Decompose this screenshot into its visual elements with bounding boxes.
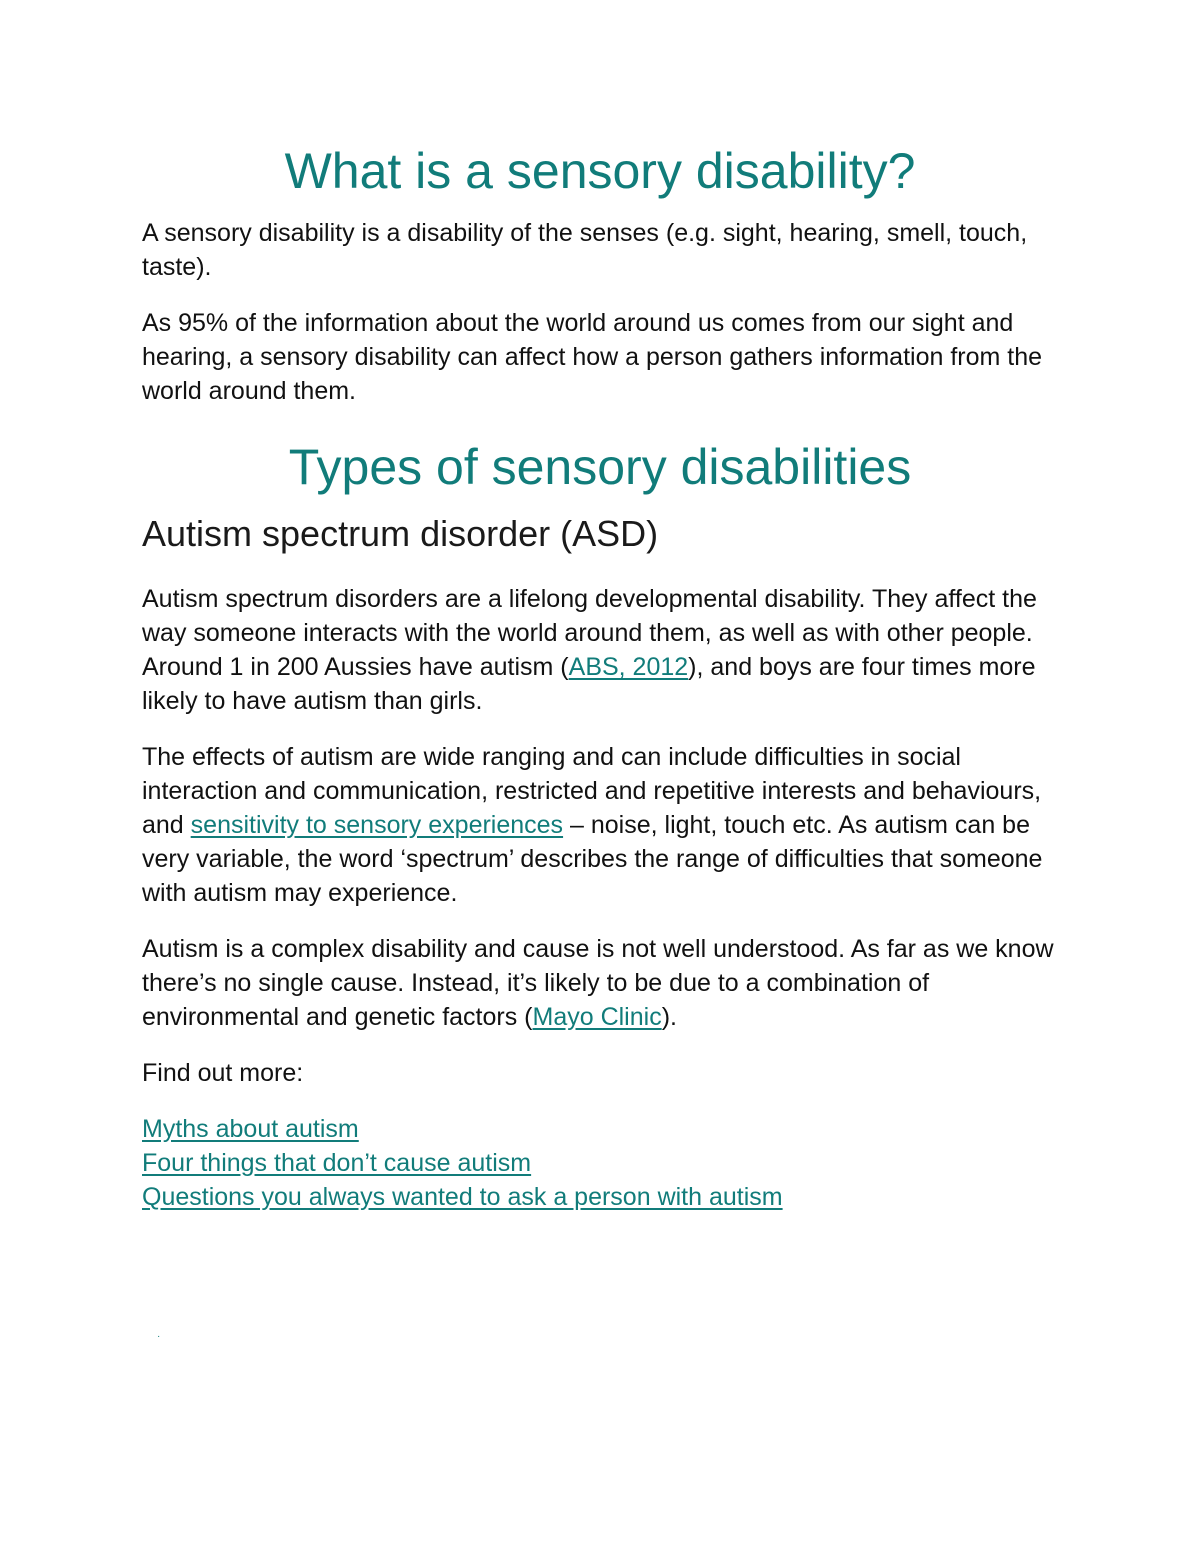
paragraph-autism-overview	[142, 582, 1062, 718]
paragraph-text: Autism spectrum disorders are a lifelong developmental disability. They affect the way someone interacts with the world around them, as well as with other people. Around 1 in 200 Aussies have autism (	[142, 585, 1037, 681]
paragraph-definition: A sensory disability is a disability of the senses (e.g. sight, hearing, smell, touch, taste).	[142, 219, 1028, 281]
paragraph-text: – noise, light, touch etc. As autism can be very variable, the word ‘spectrum’ describes the range of difficulties that someone with autism may experience.	[142, 811, 1043, 907]
four-things-link[interactable]: Four things that don’t cause autism	[142, 1149, 532, 1177]
paragraph-text: The effects of autism are wide ranging and can include difficulties in social interaction and communication, restricted and repetitive interests and behaviours, and	[142, 743, 1042, 839]
paragraph-text: ), and boys are four times more likely to have autism than girls.	[142, 653, 1036, 715]
paragraph-autism-effects	[142, 740, 1062, 910]
sensitivity-link[interactable]: sensitivity to sensory experiences	[190, 811, 564, 839]
paragraph-autism-cause	[142, 932, 1062, 1034]
abs-2012-link[interactable]: ABS, 2012	[568, 653, 689, 681]
find-out-more-links	[142, 1112, 1062, 1214]
stray-mark: ·	[157, 1331, 161, 1342]
paragraph-information: As 95% of the information about the world around us comes from our sight and hearing, a sensory disability can affect how a person gathers information from the world around them.	[142, 309, 1043, 405]
heading-types: Types of sensory disabilities	[288, 439, 912, 495]
questions-link[interactable]: Questions you always wanted to ask a person with autism	[142, 1183, 783, 1211]
find-out-more-label: Find out more:	[142, 1059, 304, 1087]
myths-about-autism-link[interactable]: Myths about autism	[142, 1115, 359, 1143]
document-page	[142, 140, 1062, 1214]
mayo-clinic-link[interactable]: Mayo Clinic	[532, 1003, 662, 1031]
paragraph-text: ).	[661, 1003, 677, 1031]
paragraph-text: Autism is a complex disability and cause is not well understood. As far as we know there’s no single cause. Instead, it’s likely to be due to a combination of environmental and genetic factors (	[142, 935, 1054, 1031]
subheading-autism: Autism spectrum disorder (ASD)	[142, 513, 659, 554]
heading-sensory-disability: What is a sensory disability?	[284, 143, 916, 199]
